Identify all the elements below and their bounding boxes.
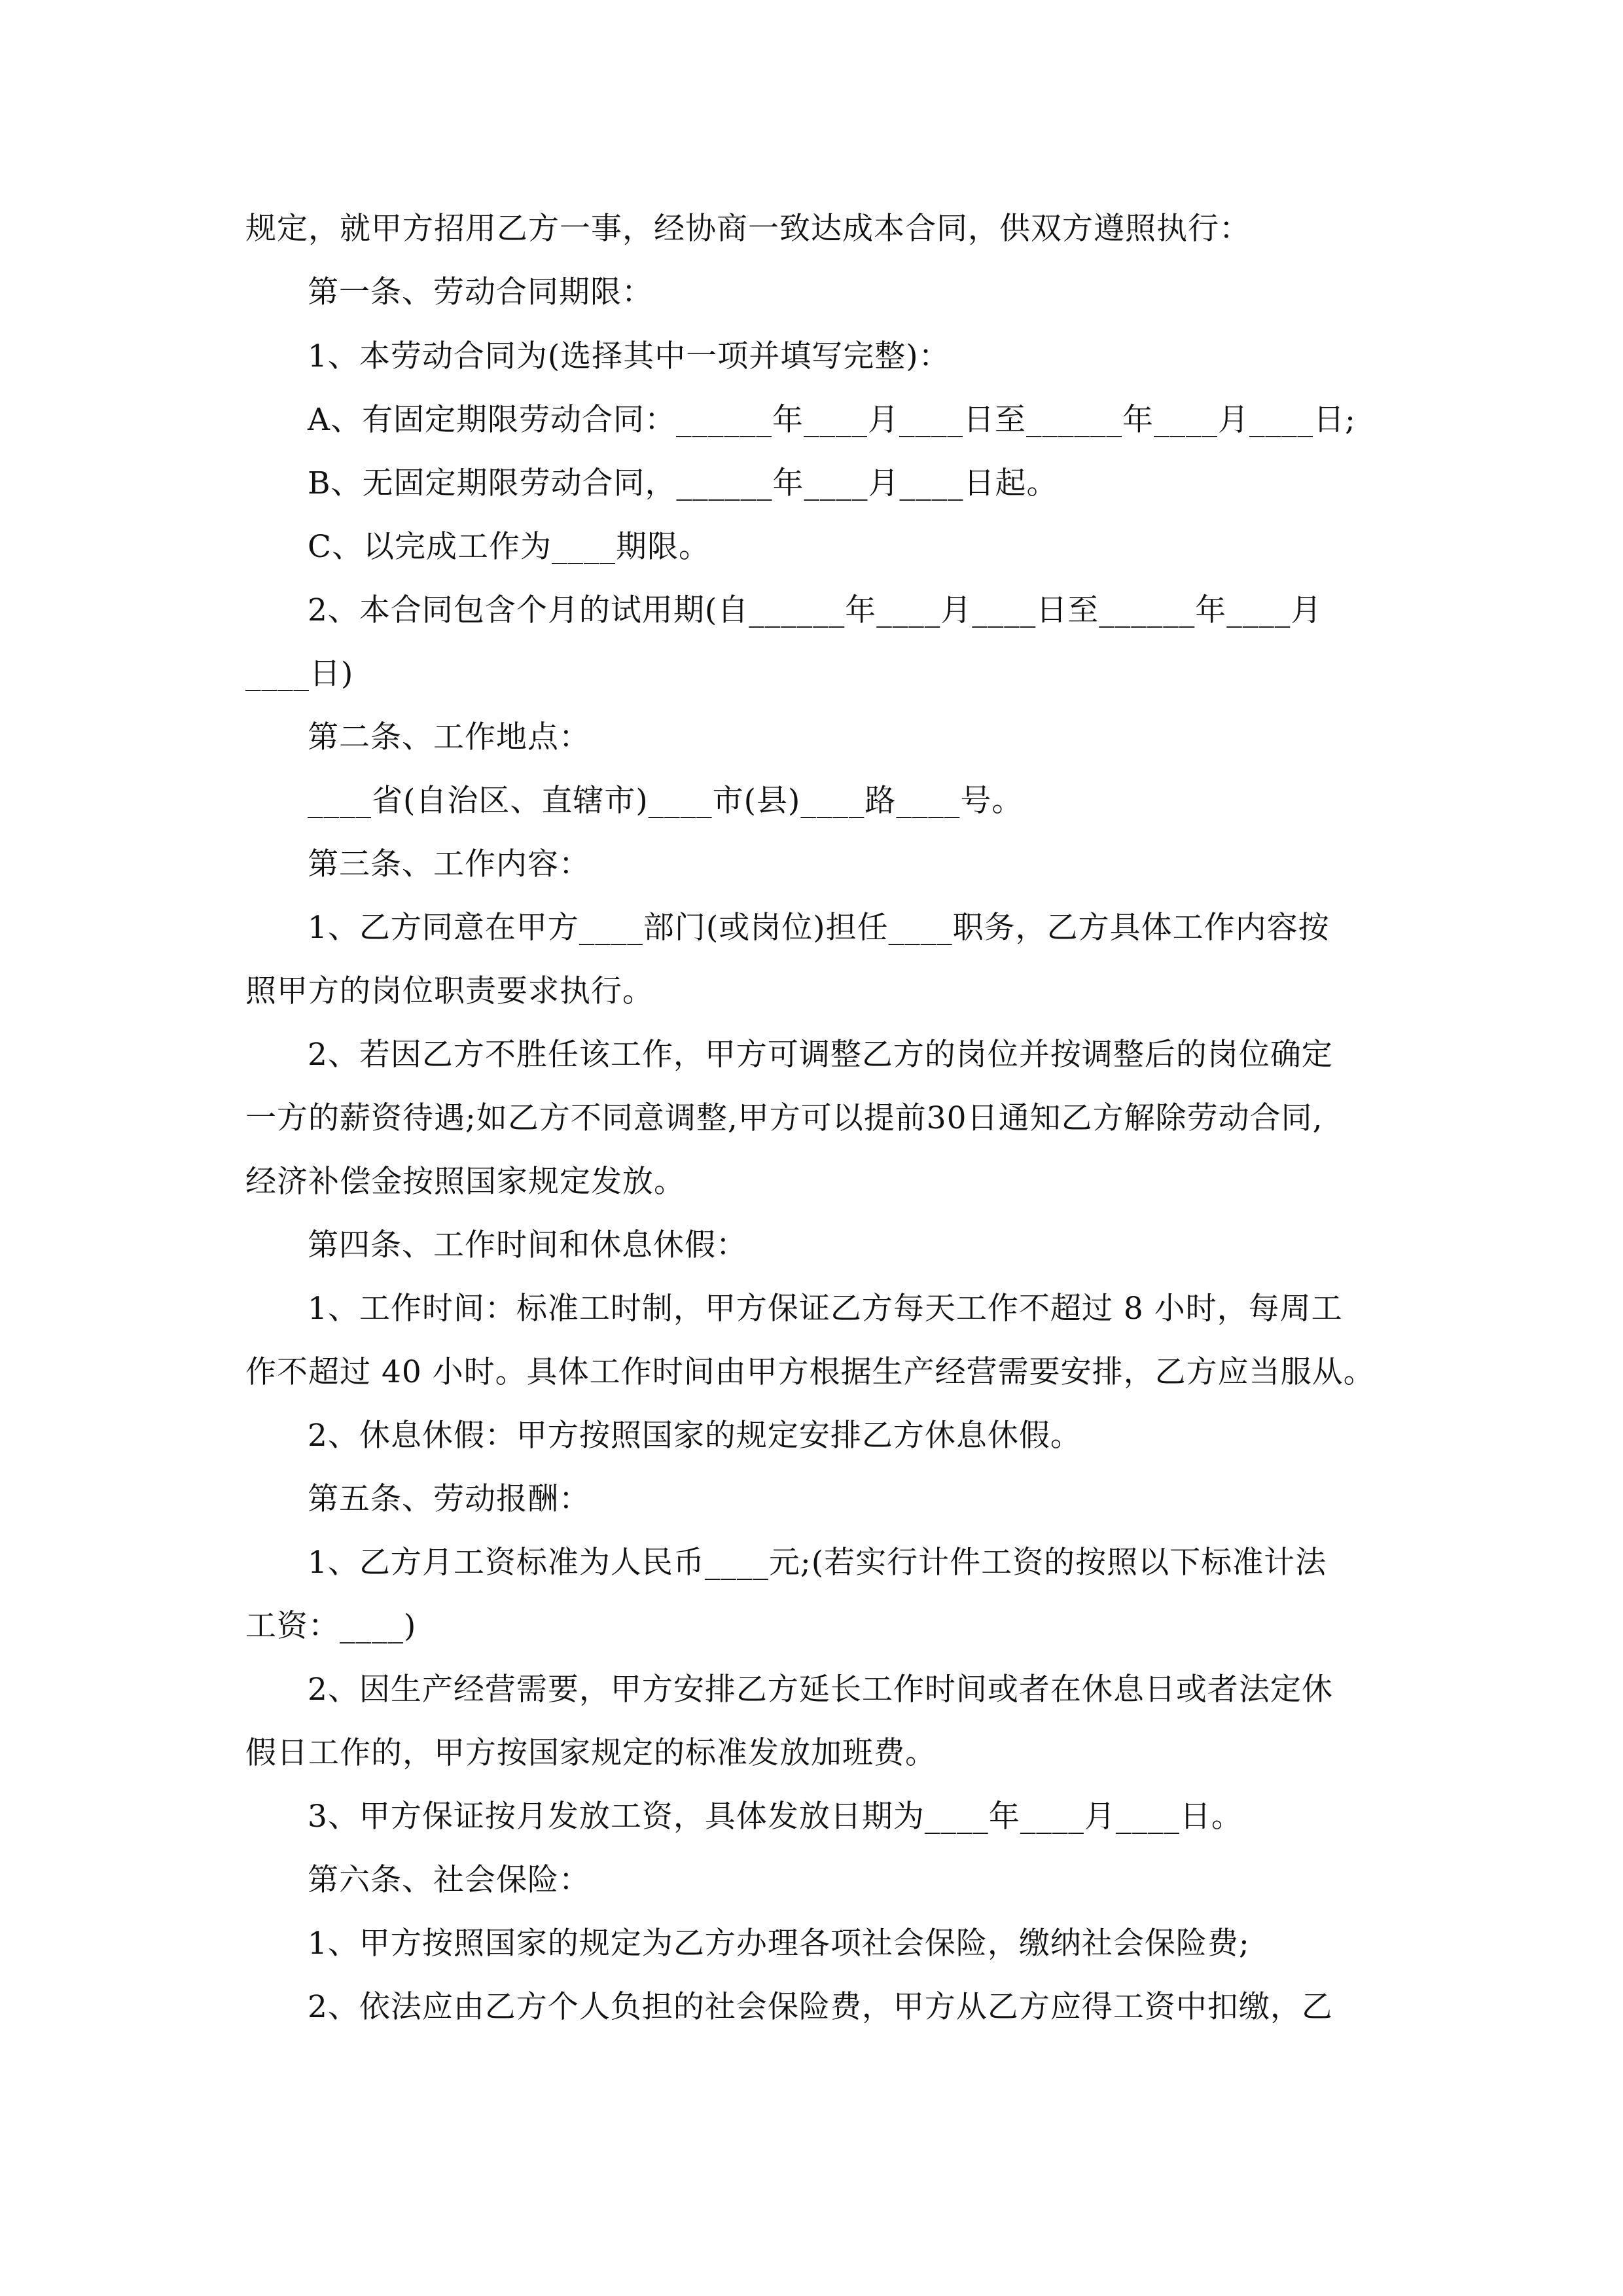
text-line: 工资：____) — [245, 1608, 417, 1644]
text-line: ____日) — [245, 656, 354, 692]
text-line: 假日工作的，甲方按国家规定的标准发放加班费。 — [245, 1735, 936, 1771]
text-line: B、无固定期限劳动合同，______年____月____日起。 — [308, 465, 1058, 501]
text-line: 照甲方的岗位职责要求执行。 — [245, 973, 654, 1009]
text-line: 一方的薪资待遇;如乙方不同意调整,甲方可以提前30日通知乙方解除劳动合同, — [245, 1100, 1323, 1136]
text-line: 1、本劳动合同为(选择其中一项并填写完整)： — [308, 338, 950, 374]
text-line: ____省(自治区、直辖市)____市(县)____路____号。 — [308, 783, 1024, 819]
text-line: C、以完成工作为____期限。 — [308, 529, 710, 565]
text-line: 2、依法应由乙方个人负担的社会保险费，甲方从乙方应得工资中扣缴，乙 — [308, 1989, 1333, 2025]
article-heading: 第二条、工作地点： — [308, 719, 590, 755]
article-heading: 第四条、工作时间和休息休假： — [308, 1227, 747, 1263]
text-line: 规定，就甲方招用乙方一事，经协商一致达成本合同，供双方遵照执行： — [245, 211, 1251, 247]
text-line: 3、甲方保证按月发放工资，具体发放日期为____年____月____日。 — [308, 1799, 1243, 1835]
text-line: A、有固定期限劳动合同：______年____月____日至______年____月____日; — [308, 402, 1356, 438]
text-line: 2、本合同包含个月的试用期(自______年____月____日至______年____月 — [308, 592, 1323, 628]
text-line: 1、工作时间：标准工时制，甲方保证乙方每天工作不超过 8 小时，每周工 — [308, 1291, 1343, 1327]
article-heading: 第一条、劳动合同期限： — [308, 274, 653, 310]
text-line: 1、甲方按照国家的规定为乙方办理各项社会保险，缴纳社会保险费; — [308, 1926, 1250, 1962]
article-heading: 第三条、工作内容： — [308, 846, 590, 882]
text-line: 经济补偿金按照国家规定发放。 — [245, 1164, 685, 1200]
text-line: 2、若因乙方不胜任该工作，甲方可调整乙方的岗位并按调整后的岗位确定 — [308, 1037, 1333, 1073]
text-line: 1、乙方同意在甲方____部门(或岗位)担任____职务，乙方具体工作内容按 — [308, 910, 1330, 946]
text-line: 2、休息休假：甲方按照国家的规定安排乙方休息休假。 — [308, 1418, 1082, 1454]
article-heading: 第五条、劳动报酬： — [308, 1481, 590, 1517]
text-line: 2、因生产经营需要，甲方安排乙方延长工作时间或者在休息日或者法定休 — [308, 1672, 1333, 1708]
article-heading: 第六条、社会保险： — [308, 1862, 590, 1898]
text-line: 1、乙方月工资标准为人民币____元;(若实行计件工资的按照以下标准计法 — [308, 1545, 1327, 1581]
text-line: 作不超过 40 小时。具体工作时间由甲方根据生产经营需要安排，乙方应当服从。 — [245, 1354, 1375, 1390]
